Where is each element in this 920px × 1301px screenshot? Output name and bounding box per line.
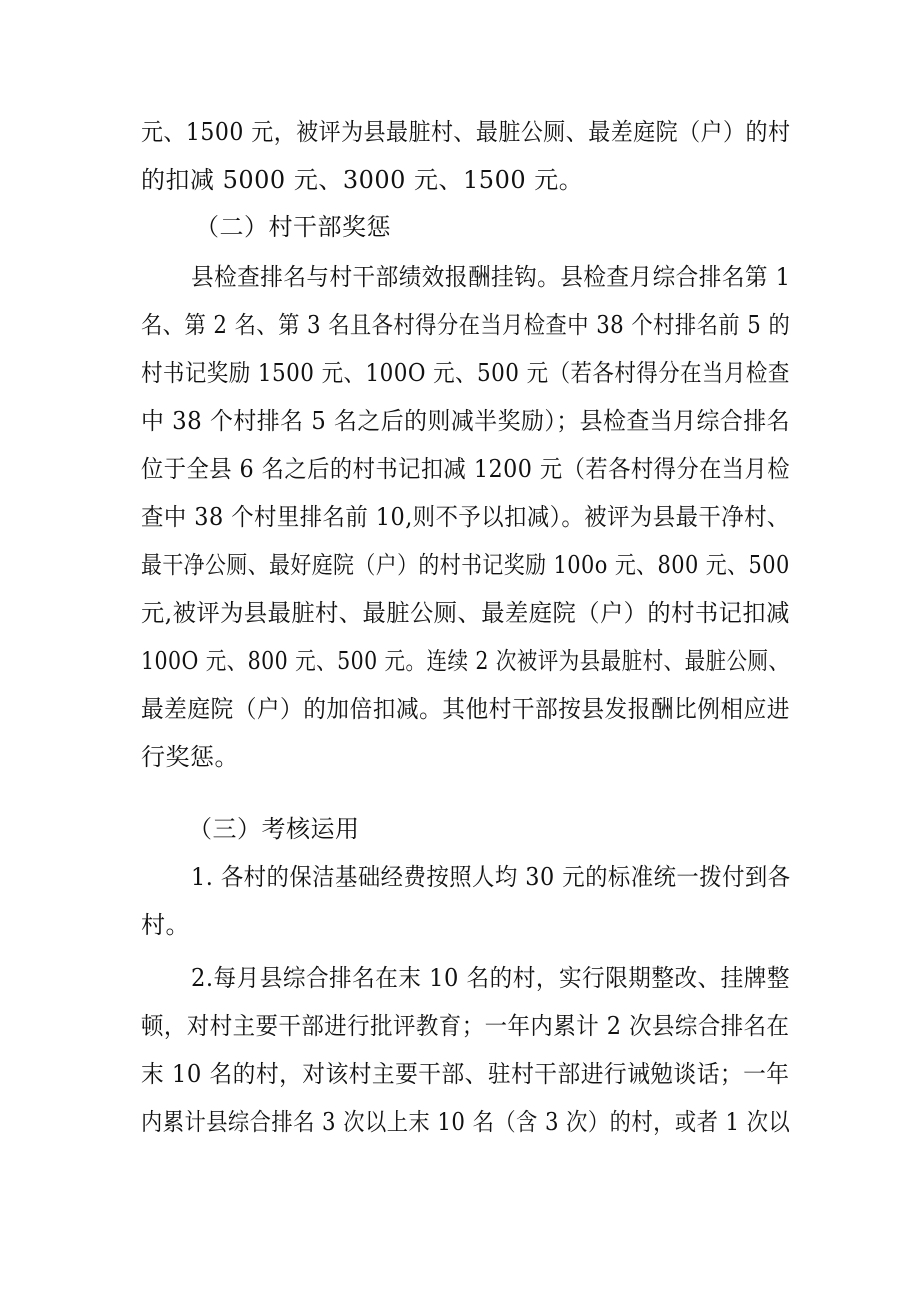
text-line: 100O 元、800 元、500 元。连续 2 次被评为县最脏村、最脏公厕、	[141, 647, 790, 675]
section-heading: （二）村干部奖惩	[195, 213, 391, 241]
section-heading: （三）考核运用	[188, 815, 360, 843]
text-line: 位于全县 6 名之后的村书记扣减 1200 元（若各村得分在当月检	[141, 455, 791, 483]
text-line: 末 10 名的村，对该村主要干部、驻村干部进行诫勉谈话；一年	[141, 1060, 790, 1088]
text-line: 村书记奖励 1500 元、100O 元、500 元（若各村得分在当月检查	[141, 359, 790, 387]
text-line: 中 38 个村排名 5 名之后的则减半奖励）；县检查当月综合排名	[141, 407, 791, 435]
text-line: 名、第 2 名、第 3 名且各村得分在当月检查中 38 个村排名前 5 的	[141, 311, 791, 339]
text-line: 2.每月县综合排名在末 10 名的村，实行限期整改、挂牌整	[191, 964, 790, 992]
text-line: 查中 38 个村里排名前 10,则不予以扣减）。被评为县最干净村、	[141, 503, 790, 531]
text-line: 顿，对村主要干部进行批评教育；一年内累计 2 次县综合排名在	[141, 1012, 790, 1040]
text-line: 县检查排名与村干部绩效报酬挂钩。县检查月综合排名第 1	[191, 263, 791, 291]
text-line: 的扣减 5000 元、3000 元、1500 元。	[141, 166, 584, 194]
text-line: 内累计县综合排名 3 次以上末 10 名（含 3 次）的村，或者 1 次以	[141, 1108, 791, 1136]
text-line: 行奖惩。	[141, 743, 239, 771]
text-line: 元,被评为县最脏村、最脏公厕、最差庭院（户）的村书记扣减	[141, 599, 790, 627]
text-line: 1. 各村的保洁基础经费按照人均 30 元的标准统一拨付到各	[191, 863, 791, 891]
text-line: 最干净公厕、最好庭院（户）的村书记奖励 100o 元、800 元、500	[141, 551, 790, 579]
text-line: 最差庭院（户）的加倍扣减。其他村干部按县发报酬比例相应进	[141, 695, 790, 723]
text-line: 村。	[141, 911, 190, 939]
text-line: 元、1500 元，被评为县最脏村、最脏公厕、最差庭院（户）的村	[141, 118, 791, 146]
